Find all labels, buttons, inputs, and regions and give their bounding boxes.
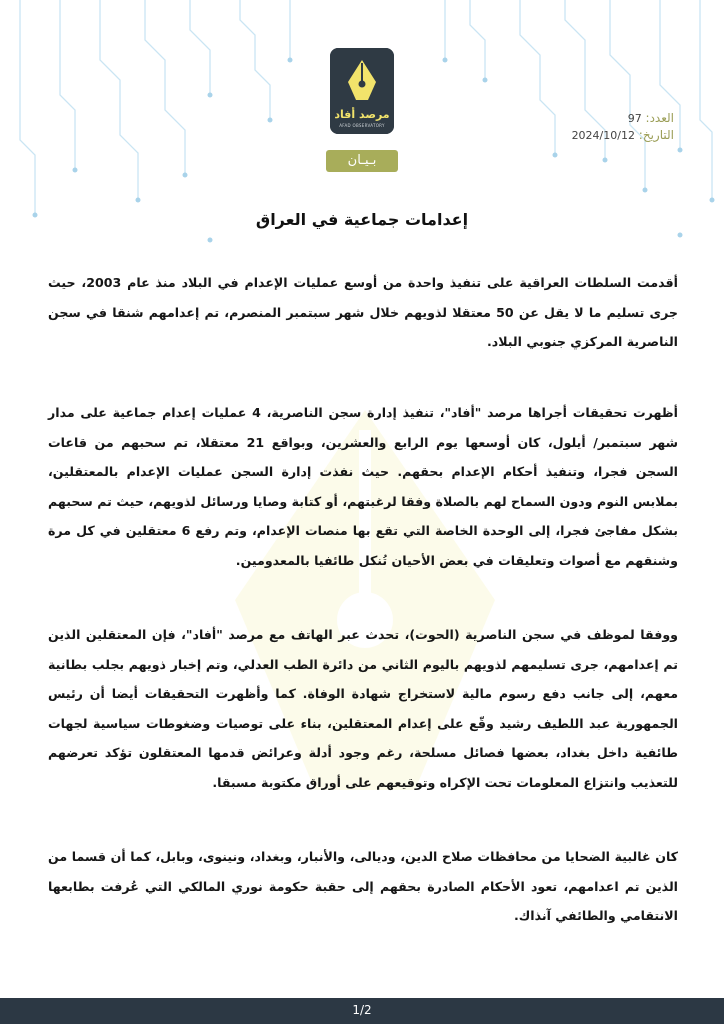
pen-nib-icon (330, 48, 394, 134)
page-number: 1/2 (352, 1003, 372, 1017)
issue-date-line (572, 127, 674, 144)
statement-label: بـيـان (326, 150, 398, 172)
body-paragraph-4: كان غالبية الضحايا من محافظات صلاح الدين، وديالى، والأنبار، وبغداد، ونينوى، وبابل، كما أن قسما من الذين تم اعدامهم، تعود الأحكام الصادرة بحقهم إلى حقبة حكومة نوري المالكي التي عُرفت بطابعها الانتقامي والطائفي آنذاك. (48, 849, 678, 923)
body-paragraph-2: أظهرت تحقيقات أجراها مرصد "أفاد"، تنفيذ إدارة سجن الناصرية، 4 عمليات إعدام جماعية على مدار شهر سبتمبر/ أيلول، كان أوسعها يوم الرابع والعشرين، وبواقع 21 معتقلا، تم سحبهم من قاعات السجن فجرا، وتنفيذ أحكام الإعدام بحقهم. حيث نفذت إدارة السجن عمليات الإعدام بالمعتقلين، بملابس النوم ودون السماح لهم بالصلاة وفقا لرغبتهم، أو كتابة وصايا ورسائل لذويهم، حيث تم سحبهم بشكل مفاجئ فجرا، إلى الوحدة الخاصة التي تقع بها منصات الإعدام، وتم رفع 6 معتقلين في كل مرة وشنقهم مع أصوات وتعليقات في بعض الأحيان تُنكل طائفيا بالمعدومين. (48, 405, 678, 568)
issue-date-label: التاريخ: (638, 128, 674, 142)
body-paragraph-1: أقدمت السلطات العراقية على تنفيذ واحدة من أوسع عمليات الإعدام في البلاد منذ عام 2003، حيث جرى تسليم ما لا يقل عن 50 معتقلا لذويهم خلال شهر سبتمبر المنصرم، تم إعدامهم شنقا في سجن الناصرية المركزي جنوبي البلاد. (48, 275, 678, 349)
issue-number-value: 97 (627, 112, 642, 125)
page-footer (0, 998, 724, 1024)
logo-subtitle: AFAD OBSERVATORY (339, 123, 385, 128)
body-paragraph-3: ووفقا لموظف في سجن الناصرية (الحوت)، تحدث عبر الهاتف مع مرصد "أفاد"، فإن المعتقلين الذين تم إعدامهم، جرى تسليمهم لذويهم باليوم الثاني من دائرة الطب العدلي، وتم إخبار ذويهم بجلب بطانية معهم، إلى جانب دفع رسوم مالية لاستخراج شهادة الوفاة. كما وأظهرت التحقيقات أيضا أن رئيس الجمهورية عبد اللطيف رشيد وقّع على إعدام المعتقلين، بناء على توصيات وضغوطات سياسية لجهات طائفية داخل بغداد، بعضها فصائل مسلحة، رغم وجود أدلة وعرائض قدمها المعتقلون تؤكد تعرضهم للتعذيب وانتزاع المعلومات تحت الإكراه وتوقيعهم على أوراق مكتوبة مسبقا. (48, 627, 678, 790)
document-meta (572, 110, 674, 144)
page-title: إعدامات جماعية في العراق (255, 210, 469, 229)
afad-logo (330, 48, 394, 134)
issue-number-label: العدد: (645, 111, 674, 125)
issue-number-line (572, 110, 674, 127)
issue-date-value: 2024/10/12 (571, 129, 635, 142)
logo-name: مرصد أفاد (334, 108, 390, 121)
